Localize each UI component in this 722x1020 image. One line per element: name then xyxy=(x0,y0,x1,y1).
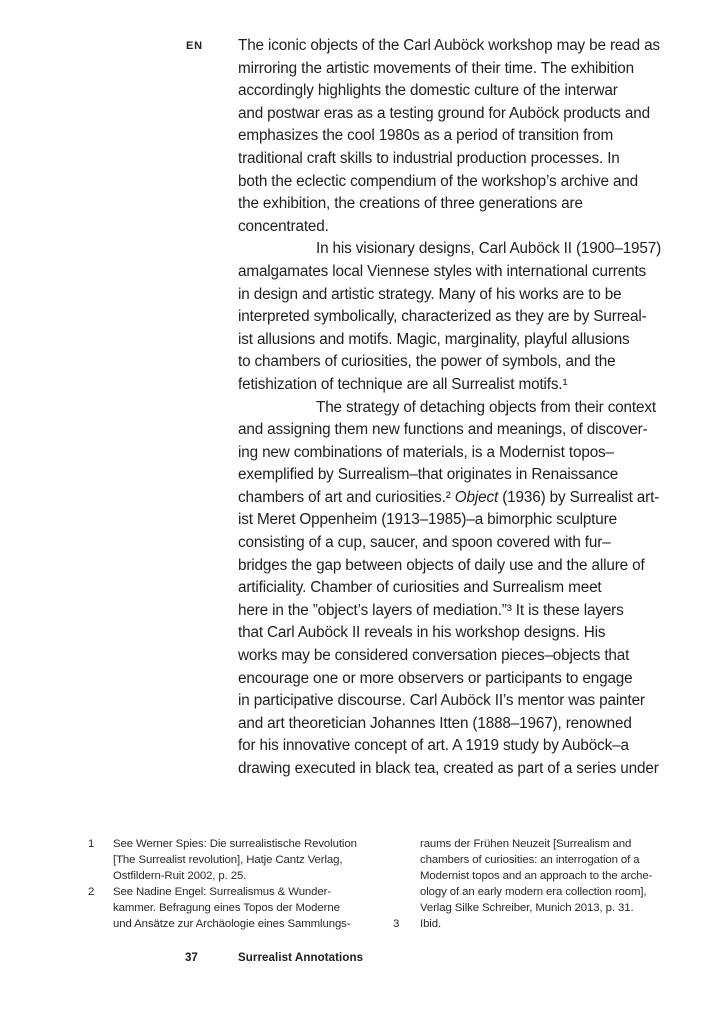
body-text-line: in participative discourse. Carl Auböck II’s mentor was painter xyxy=(238,692,645,710)
footnote-line xyxy=(88,852,393,868)
body-text-line: traditional craft skills to industrial production processes. In xyxy=(238,149,620,167)
body-text-line: ist allusions and motifs. Magic, marginality, playful allusions xyxy=(238,330,630,348)
footnote-text: Ostfildern-Ruit 2002, p. 25. xyxy=(113,870,247,882)
paragraph xyxy=(238,397,698,781)
body-text-line: bridges the gap between objects of daily use and the allure of xyxy=(238,556,645,574)
body-text-line: drawing executed in black tea, created as part of a series under xyxy=(238,760,659,777)
running-title: Surrealist Annotations xyxy=(238,952,364,964)
body-text xyxy=(238,35,698,781)
footnote-line xyxy=(393,852,683,868)
footnote-text: ology of an early modern era collection room], xyxy=(420,886,647,898)
body-text-line: mirroring the artistic movements of their time. The exhibition xyxy=(238,59,634,77)
paragraph xyxy=(238,238,698,396)
paragraph xyxy=(238,35,698,238)
text-segment: (1936) by Surrealist art- xyxy=(498,488,660,506)
footnote-number: 3 xyxy=(393,918,400,930)
body-text-line: interpreted symbolically, characterized as they are by Surreal- xyxy=(238,308,647,326)
body-text-line: that Carl Auböck II reveals in his workshop designs. His xyxy=(238,624,606,642)
body-text-line: both the eclectic compendium of the workshop’s archive and xyxy=(238,172,639,190)
footnote-number xyxy=(88,900,113,916)
footnote-line xyxy=(88,868,393,884)
footnotes-left-column xyxy=(88,836,393,932)
body-text-line: for his innovative concept of art. A 1919 study by Auböck–a xyxy=(238,737,629,755)
footnote-line xyxy=(393,916,683,932)
footnote-text: und Ansätze zur Archäologie eines Sammlungs- xyxy=(113,918,351,930)
body-text-line: exemplified by Surrealism–that originates in Renaissance xyxy=(238,466,619,484)
footnote-number xyxy=(393,884,420,900)
footnote-number xyxy=(88,868,113,884)
body-text-line: fetishization of technique are all Surrealist motifs.¹ xyxy=(238,375,568,393)
body-text-line: The strategy of detaching objects from their context xyxy=(316,398,656,416)
body-text-line: artificiality. Chamber of curiosities and Surrealism meet xyxy=(238,579,602,597)
body-text-line: amalgamates local Viennese styles with international currents xyxy=(238,262,647,280)
footnote-line xyxy=(88,900,393,916)
language-label: EN xyxy=(186,40,203,52)
footnote-number xyxy=(393,852,420,868)
footnote-line xyxy=(393,868,683,884)
footnote-number xyxy=(88,916,113,932)
footnote-text: Ibid. xyxy=(420,918,442,930)
body-text-line: works may be considered conversation pieces–objects that xyxy=(238,647,630,665)
body-text-line: and assigning them new functions and meanings, of discover- xyxy=(238,421,648,439)
footnote-line xyxy=(393,884,683,900)
footnote-number xyxy=(393,900,420,916)
page-footer xyxy=(0,952,722,972)
footnote-number: 2 xyxy=(88,886,95,898)
italic-text-segment: Object xyxy=(454,488,499,506)
footnote-text: Modernist topos and an approach to the arche- xyxy=(420,870,653,882)
footnote-number xyxy=(88,852,113,868)
body-text-line: ist Meret Oppenheim (1913–1985)–a bimorphic sculpture xyxy=(238,511,617,529)
footnote-line xyxy=(88,884,393,900)
body-text-line: encourage one or more observers or participants to engage xyxy=(238,669,633,687)
body-text-line: to chambers of curiosities, the power of symbols, and the xyxy=(238,353,616,371)
body-text-line xyxy=(238,487,698,510)
footnote-line xyxy=(393,900,683,916)
footnotes-right-column xyxy=(393,836,683,932)
footnote-text: Verlag Silke Schreiber, Munich 2013, p. 31. xyxy=(420,902,634,914)
footnote-text: [The Surrealist revolution], Hatje Cantz Verlag, xyxy=(113,854,343,866)
body-text-line: the exhibition, the creations of three generations are xyxy=(238,195,583,213)
footnote-text: See Werner Spies: Die surrealistische Revolution xyxy=(113,838,357,850)
body-text-line: emphasizes the cool 1980s as a period of transition from xyxy=(238,127,614,145)
body-text-line: here in the ”object’s layers of mediation.”³ It is these layers xyxy=(238,601,624,619)
footnote-text: chambers of curiosities: an interrogation of a xyxy=(420,854,640,866)
footnote-number: 1 xyxy=(88,838,95,850)
text-segment: chambers of art and curiosities.² xyxy=(238,488,455,506)
page-number: 37 xyxy=(185,952,198,964)
body-text-line: accordingly highlights the domestic culture of the interwar xyxy=(238,82,618,100)
body-text-line: The iconic objects of the Carl Auböck workshop may be read as xyxy=(238,37,660,54)
body-text-line: and postwar eras as a testing ground for Auböck products and xyxy=(238,104,650,122)
body-text-line: ing new combinations of materials, is a Modernist topos– xyxy=(238,443,614,461)
footnote-text: raums der Frühen Neuzeit [Surrealism and xyxy=(420,838,632,850)
footnote-text: kammer. Befragung eines Topos der Moderne xyxy=(113,902,340,914)
footnote-line xyxy=(88,916,393,932)
footnote-line xyxy=(393,836,683,852)
footnote-line xyxy=(88,836,393,852)
body-text-line: and art theoretician Johannes Itten (1888–1967), renowned xyxy=(238,714,632,732)
footnote-number xyxy=(393,836,420,852)
footnote-text: See Nadine Engel: Surrealismus & Wunder- xyxy=(113,886,332,898)
body-text-line: In his visionary designs, Carl Auböck II (1900–1957) xyxy=(316,240,662,258)
body-text-line: in design and artistic strategy. Many of his works are to be xyxy=(238,285,622,303)
body-text-line: consisting of a cup, saucer, and spoon covered with fur– xyxy=(238,534,611,552)
body-text-line: concentrated. xyxy=(238,217,329,235)
footnote-number xyxy=(393,868,420,884)
